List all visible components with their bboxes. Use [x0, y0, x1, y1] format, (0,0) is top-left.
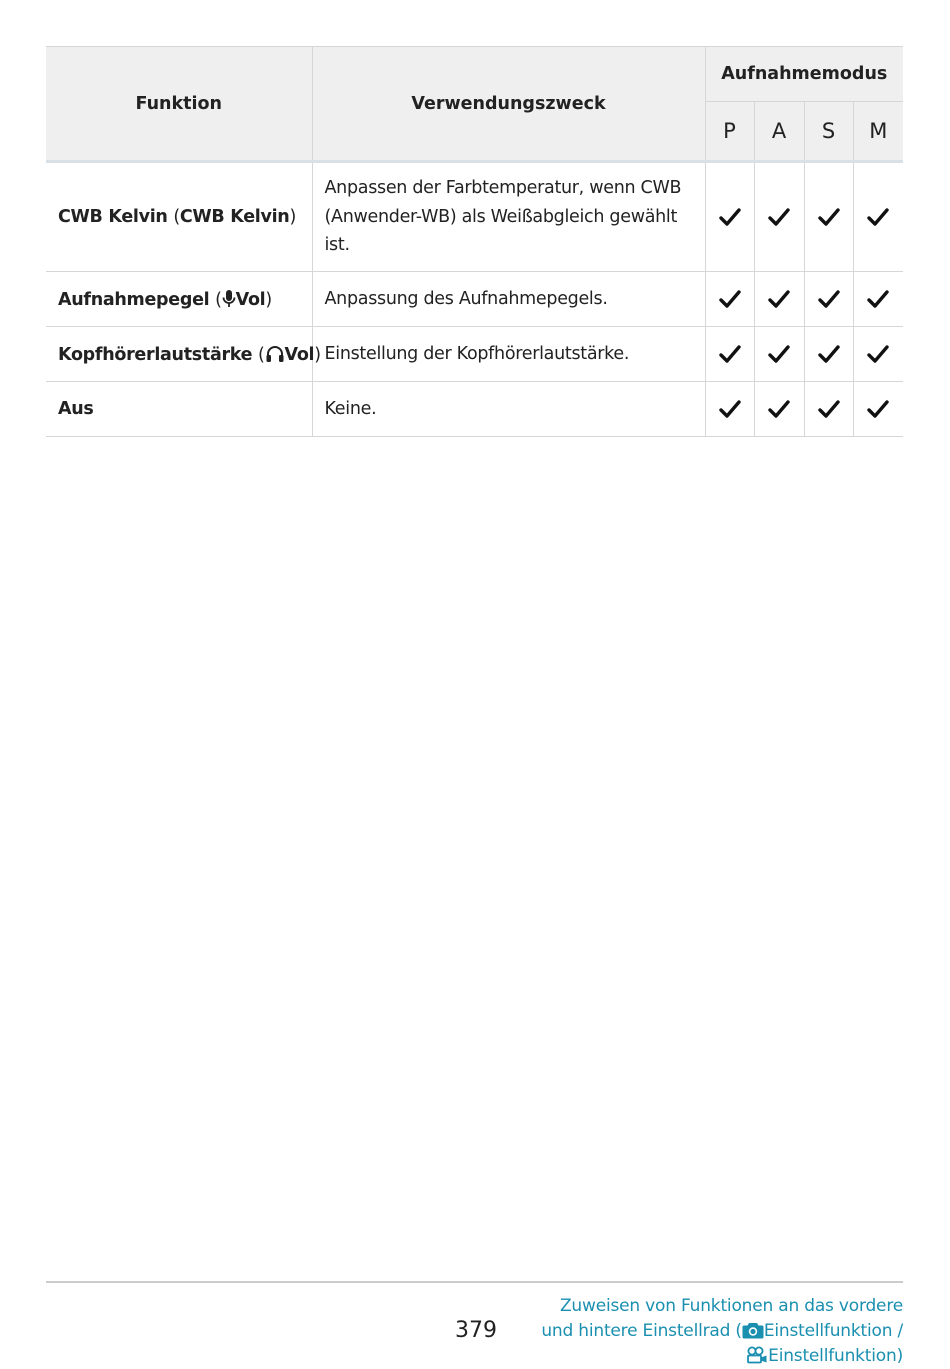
checkmark-icon: [719, 289, 741, 309]
section-link-line-3[interactable]: [483, 1344, 903, 1369]
purpose-cell: Einstellung der Kopfhörerlautstärke.: [312, 327, 705, 382]
mode-cell: [804, 272, 853, 327]
function-cell: [46, 327, 321, 382]
header-mode-m: M: [853, 102, 903, 162]
checkmark-icon: [867, 344, 889, 364]
header-function: Funktion: [46, 47, 312, 162]
checkmark-icon: [818, 289, 840, 309]
checkmark-icon: [719, 399, 741, 419]
function-subname: CWB Kelvin: [179, 207, 290, 227]
mode-cell: [705, 162, 754, 272]
mode-cell: [754, 382, 804, 437]
header-mode-p: P: [705, 102, 754, 162]
mode-cell: [853, 162, 903, 272]
section-link-line-2-prefix[interactable]: und hintere Einstellrad (: [541, 1321, 742, 1341]
mode-cell: [853, 382, 903, 437]
table-row: [46, 162, 903, 272]
table-row: [46, 382, 903, 437]
mode-cell: [853, 272, 903, 327]
purpose-cell: Anpassung des Aufnahmepegels.: [312, 272, 705, 327]
header-mode-group: Aufnahmemodus: [705, 47, 903, 102]
camera-icon: [742, 1321, 764, 1339]
mode-cell: [804, 162, 853, 272]
checkmark-icon: [818, 344, 840, 364]
section-link-line-1[interactable]: Zuweisen von Funktionen an das vordere: [559, 1296, 903, 1316]
checkmark-icon: [867, 399, 889, 419]
footer-divider: [46, 1281, 903, 1283]
checkmark-icon: [719, 207, 741, 227]
function-subname: Vol: [284, 344, 315, 365]
function-name: Aus: [58, 399, 94, 419]
mode-cell: [853, 327, 903, 382]
paren-close: ): [314, 344, 321, 365]
section-link-line-2-suffix[interactable]: Einstellfunktion /: [763, 1321, 903, 1341]
mode-cell: [754, 327, 804, 382]
paren-close: ): [289, 207, 296, 227]
function-name: Aufnahmepegel: [58, 289, 210, 310]
header-purpose: Verwendungszweck: [312, 47, 705, 162]
purpose-cell: Keine.: [312, 382, 705, 437]
paren-open: (: [215, 289, 222, 310]
mode-cell: [804, 382, 853, 437]
checkmark-icon: [818, 399, 840, 419]
paren-open: (: [173, 207, 180, 227]
mode-cell: [804, 327, 853, 382]
checkmark-icon: [867, 207, 889, 227]
mode-cell: [754, 272, 804, 327]
header-mode-s: S: [804, 102, 853, 162]
section-link-line-3-suffix[interactable]: Einstellfunktion): [768, 1346, 903, 1366]
section-link-line-2[interactable]: [483, 1319, 903, 1344]
function-cell: [46, 162, 312, 272]
headphones-icon: [265, 344, 285, 363]
mode-cell: [705, 382, 754, 437]
table-row: [46, 272, 903, 327]
mode-cell: [705, 327, 754, 382]
header-mode-a: A: [754, 102, 804, 162]
checkmark-icon: [818, 207, 840, 227]
checkmark-icon: [719, 344, 741, 364]
section-link[interactable]: [483, 1294, 903, 1369]
checkmark-icon: [768, 289, 790, 309]
checkmark-icon: [768, 344, 790, 364]
paren-open: (: [258, 344, 265, 365]
movie-camera-icon: [746, 1346, 768, 1364]
checkmark-icon: [768, 207, 790, 227]
mode-cell: [705, 272, 754, 327]
function-cell: [46, 382, 312, 437]
function-name: CWB Kelvin: [58, 207, 168, 227]
table-row: [46, 327, 903, 382]
function-subname: Vol: [235, 289, 266, 310]
mode-cell: [754, 162, 804, 272]
page-number: 379: [455, 1318, 497, 1343]
microphone-icon: [222, 289, 236, 308]
checkmark-icon: [867, 289, 889, 309]
checkmark-icon: [768, 399, 790, 419]
paren-close: ): [265, 289, 272, 310]
function-name: Kopfhörerlautstärke: [58, 344, 253, 365]
purpose-cell: Anpassen der Farbtemperatur, wenn CWB (Anwender-WB) als Weißabgleich gewählt ist.: [312, 162, 705, 272]
function-table: [46, 46, 903, 437]
function-cell: [46, 272, 312, 327]
